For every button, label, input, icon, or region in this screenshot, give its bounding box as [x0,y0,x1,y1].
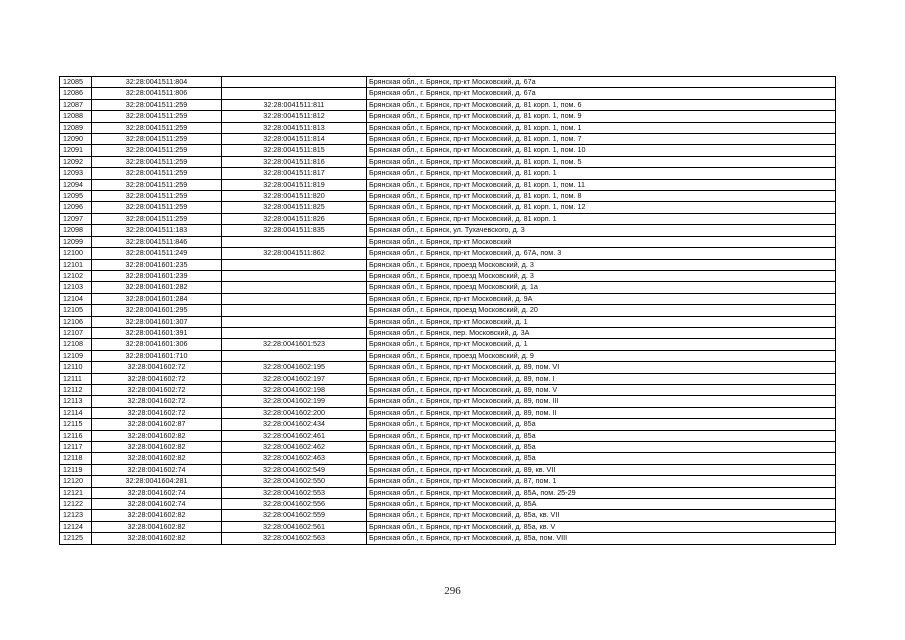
address-cell: Брянская обл., г. Брянск, ул. Тухачевского, д. 3 [367,225,836,236]
row-number-cell: 12087 [60,99,92,110]
object-cadastral-number-cell [222,282,367,293]
row-number-cell: 12092 [60,156,92,167]
table-body [60,77,836,545]
address-cell: Брянская обл., г. Брянск, пр-кт Московский, д. 85а, кв. V [367,521,836,532]
object-cadastral-number-cell: 32:28:0041511:813 [222,122,367,133]
row-number-cell: 12114 [60,407,92,418]
row-number-cell: 12101 [60,259,92,270]
row-number-cell: 12116 [60,430,92,441]
row-number-cell: 12110 [60,362,92,373]
object-cadastral-number-cell: 32:28:0041602:461 [222,430,367,441]
address-cell: Брянская обл., г. Брянск, пр-кт Московский, д. 9А [367,293,836,304]
address-cell: Брянская обл., г. Брянск, проезд Московский, д. 3 [367,259,836,270]
address-cell: Брянская обл., г. Брянск, пер. Московский, д. 3А [367,327,836,338]
object-cadastral-number-cell: 32:28:0041602:199 [222,396,367,407]
address-cell: Брянская обл., г. Брянск, пр-кт Московский, д. 81 корп. 1, пом. 11 [367,179,836,190]
table-row [60,499,836,510]
row-number-cell: 12124 [60,521,92,532]
table-row [60,430,836,441]
table-row [60,213,836,224]
object-cadastral-number-cell: 32:28:0041511:825 [222,202,367,213]
object-cadastral-number-cell: 32:28:0041511:835 [222,225,367,236]
cadastral-number-cell: 32:28:0041602:72 [92,384,222,395]
row-number-cell: 12103 [60,282,92,293]
address-cell: Брянская обл., г. Брянск, пр-кт Московский, д. 81 корп. 1, пом. 10 [367,145,836,156]
row-number-cell: 12099 [60,236,92,247]
object-cadastral-number-cell: 32:28:0041511:820 [222,191,367,202]
table-row [60,202,836,213]
cadastral-table [59,76,836,545]
row-number-cell: 12104 [60,293,92,304]
row-number-cell: 12095 [60,191,92,202]
object-cadastral-number-cell: 32:28:0041602:200 [222,407,367,418]
table-row [60,407,836,418]
row-number-cell: 12112 [60,384,92,395]
object-cadastral-number-cell: 32:28:0041511:815 [222,145,367,156]
table-row [60,384,836,395]
table-row [60,350,836,361]
cadastral-number-cell: 32:28:0041604:281 [92,476,222,487]
object-cadastral-number-cell: 32:28:0041511:811 [222,99,367,110]
cadastral-number-cell: 32:28:0041601:235 [92,259,222,270]
row-number-cell: 12123 [60,510,92,521]
table-row [60,339,836,350]
object-cadastral-number-cell: 32:28:0041602:549 [222,464,367,475]
cadastral-number-cell: 32:28:0041511:804 [92,77,222,88]
table-row [60,373,836,384]
row-number-cell: 12122 [60,499,92,510]
cadastral-number-cell: 32:28:0041511:259 [92,202,222,213]
object-cadastral-number-cell: 32:28:0041602:197 [222,373,367,384]
table-row [60,259,836,270]
cadastral-number-cell: 32:28:0041602:82 [92,442,222,453]
document-table-container [59,76,836,545]
cadastral-number-cell: 32:28:0041511:259 [92,145,222,156]
row-number-cell: 12106 [60,316,92,327]
cadastral-number-cell: 32:28:0041511:806 [92,88,222,99]
cadastral-number-cell: 32:28:0041511:259 [92,191,222,202]
page-number: 296 [444,585,461,597]
address-cell: Брянская обл., г. Брянск, пр-кт Московский, д. 85А [367,499,836,510]
address-cell: Брянская обл., г. Брянск, пр-кт Московский, д. 85а [367,442,836,453]
address-cell: Брянская обл., г. Брянск, пр-кт Московский, д. 85а, пом. VIII [367,533,836,544]
object-cadastral-number-cell: 32:28:0041511:819 [222,179,367,190]
row-number-cell: 12096 [60,202,92,213]
address-cell: Брянская обл., г. Брянск, пр-кт Московский, д. 1 [367,339,836,350]
table-row [60,282,836,293]
address-cell: Брянская обл., г. Брянск, пр-кт Московский, д. 87, пом. 1 [367,476,836,487]
row-number-cell: 12102 [60,270,92,281]
object-cadastral-number-cell [222,77,367,88]
cadastral-number-cell: 32:28:0041511:259 [92,168,222,179]
address-cell: Брянская обл., г. Брянск, пр-кт Московский [367,236,836,247]
row-number-cell: 12094 [60,179,92,190]
row-number-cell: 12113 [60,396,92,407]
object-cadastral-number-cell [222,327,367,338]
table-row [60,362,836,373]
row-number-cell: 12093 [60,168,92,179]
row-number-cell: 12118 [60,453,92,464]
object-cadastral-number-cell: 32:28:0041602:550 [222,476,367,487]
row-number-cell: 12085 [60,77,92,88]
object-cadastral-number-cell [222,270,367,281]
row-number-cell: 12089 [60,122,92,133]
cadastral-number-cell: 32:28:0041601:391 [92,327,222,338]
address-cell: Брянская обл., г. Брянск, пр-кт Московский, д. 85а [367,430,836,441]
row-number-cell: 12097 [60,213,92,224]
table-row [60,521,836,532]
table-row [60,476,836,487]
address-cell: Брянская обл., г. Брянск, проезд Московский, д. 1а [367,282,836,293]
cadastral-number-cell: 32:28:0041602:72 [92,407,222,418]
object-cadastral-number-cell: 32:28:0041511:816 [222,156,367,167]
table-row [60,191,836,202]
address-cell: Брянская обл., г. Брянск, пр-кт Московский, д. 85а, кв. VII [367,510,836,521]
row-number-cell: 12119 [60,464,92,475]
table-row [60,225,836,236]
cadastral-number-cell: 32:28:0041511:259 [92,156,222,167]
table-row [60,453,836,464]
row-number-cell: 12111 [60,373,92,384]
cadastral-number-cell: 32:28:0041601:239 [92,270,222,281]
address-cell: Брянская обл., г. Брянск, пр-кт Московский, д. 89, пом. I [367,373,836,384]
table-row [60,88,836,99]
object-cadastral-number-cell: 32:28:0041602:556 [222,499,367,510]
object-cadastral-number-cell: 32:28:0041602:561 [222,521,367,532]
cadastral-number-cell: 32:28:0041511:183 [92,225,222,236]
row-number-cell: 12107 [60,327,92,338]
address-cell: Брянская обл., г. Брянск, пр-кт Московский, д. 67а [367,77,836,88]
object-cadastral-number-cell [222,259,367,270]
address-cell: Брянская обл., г. Брянск, пр-кт Московский, д. 89, пом. II [367,407,836,418]
object-cadastral-number-cell: 32:28:0041511:826 [222,213,367,224]
table-row [60,236,836,247]
address-cell: Брянская обл., г. Брянск, пр-кт Московский, д. 85а [367,419,836,430]
cadastral-number-cell: 32:28:0041602:74 [92,499,222,510]
cadastral-number-cell: 32:28:0041601:306 [92,339,222,350]
object-cadastral-number-cell: 32:28:0041602:463 [222,453,367,464]
object-cadastral-number-cell: 32:28:0041511:812 [222,111,367,122]
object-cadastral-number-cell: 32:28:0041602:195 [222,362,367,373]
address-cell: Брянская обл., г. Брянск, проезд Московский, д. 9 [367,350,836,361]
object-cadastral-number-cell [222,316,367,327]
address-cell: Брянская обл., г. Брянск, пр-кт Московский, д. 1 [367,316,836,327]
address-cell: Брянская обл., г. Брянск, проезд Московский, д. 3 [367,270,836,281]
address-cell: Брянская обл., г. Брянск, пр-кт Московский, д. 81 корп. 1, пом. 1 [367,122,836,133]
address-cell: Брянская обл., г. Брянск, пр-кт Московский, д. 89, кв. VII [367,464,836,475]
row-number-cell: 12105 [60,305,92,316]
address-cell: Брянская обл., г. Брянск, проезд Московский, д. 20 [367,305,836,316]
row-number-cell: 12086 [60,88,92,99]
object-cadastral-number-cell: 32:28:0041602:198 [222,384,367,395]
address-cell: Брянская обл., г. Брянск, пр-кт Московский, д. 81 корп. 1, пом. 8 [367,191,836,202]
address-cell: Брянская обл., г. Брянск, пр-кт Московский, д. 89, пом. III [367,396,836,407]
cadastral-number-cell: 32:28:0041602:72 [92,396,222,407]
address-cell: Брянская обл., г. Брянск, пр-кт Московский, д. 67А, пом. 3 [367,248,836,259]
address-cell: Брянская обл., г. Брянск, пр-кт Московский, д. 81 корп. 1, пом. 12 [367,202,836,213]
cadastral-number-cell: 32:28:0041602:87 [92,419,222,430]
row-number-cell: 12121 [60,487,92,498]
table-row [60,487,836,498]
cadastral-number-cell: 32:28:0041602:72 [92,373,222,384]
cadastral-number-cell: 32:28:0041602:74 [92,464,222,475]
cadastral-number-cell: 32:28:0041601:295 [92,305,222,316]
row-number-cell: 12109 [60,350,92,361]
address-cell: Брянская обл., г. Брянск, пр-кт Московский, д. 85а [367,453,836,464]
object-cadastral-number-cell [222,88,367,99]
address-cell: Брянская обл., г. Брянск, пр-кт Московский, д. 81 корп. 1, пом. 5 [367,156,836,167]
cadastral-number-cell: 32:28:0041511:259 [92,213,222,224]
object-cadastral-number-cell [222,305,367,316]
cadastral-number-cell: 32:28:0041602:82 [92,521,222,532]
cadastral-number-cell: 32:28:0041511:259 [92,111,222,122]
row-number-cell: 12125 [60,533,92,544]
address-cell: Брянская обл., г. Брянск, пр-кт Московский, д. 81 корп. 1 [367,213,836,224]
address-cell: Брянская обл., г. Брянск, пр-кт Московский, д. 81 корп. 1, пом. 6 [367,99,836,110]
address-cell: Брянская обл., г. Брянск, пр-кт Московский, д. 81 корп. 1 [367,168,836,179]
table-row [60,293,836,304]
object-cadastral-number-cell [222,350,367,361]
row-number-cell: 12091 [60,145,92,156]
object-cadastral-number-cell: 32:28:0041511:817 [222,168,367,179]
table-row [60,111,836,122]
row-number-cell: 12100 [60,248,92,259]
cadastral-number-cell: 32:28:0041511:259 [92,122,222,133]
cadastral-number-cell: 32:28:0041511:259 [92,99,222,110]
cadastral-number-cell: 32:28:0041602:82 [92,453,222,464]
object-cadastral-number-cell: 32:28:0041602:553 [222,487,367,498]
cadastral-number-cell: 32:28:0041602:82 [92,510,222,521]
row-number-cell: 12120 [60,476,92,487]
object-cadastral-number-cell [222,236,367,247]
cadastral-number-cell: 32:28:0041602:82 [92,430,222,441]
table-row [60,134,836,145]
table-row [60,156,836,167]
address-cell: Брянская обл., г. Брянск, пр-кт Московский, д. 89, пом. VI [367,362,836,373]
object-cadastral-number-cell [222,293,367,304]
table-row [60,419,836,430]
address-cell: Брянская обл., г. Брянск, пр-кт Московский, д. 81 корп. 1, пом. 9 [367,111,836,122]
table-row [60,396,836,407]
cadastral-number-cell: 32:28:0041511:249 [92,248,222,259]
table-row [60,327,836,338]
row-number-cell: 12108 [60,339,92,350]
cadastral-number-cell: 32:28:0041511:846 [92,236,222,247]
cadastral-number-cell: 32:28:0041511:259 [92,179,222,190]
table-row [60,464,836,475]
table-row [60,316,836,327]
object-cadastral-number-cell: 32:28:0041602:434 [222,419,367,430]
object-cadastral-number-cell: 32:28:0041511:862 [222,248,367,259]
address-cell: Брянская обл., г. Брянск, пр-кт Московский, д. 67а [367,88,836,99]
address-cell: Брянская обл., г. Брянск, пр-кт Московский, д. 85А, пом. 25-29 [367,487,836,498]
table-row [60,442,836,453]
cadastral-number-cell: 32:28:0041511:259 [92,134,222,145]
table-row [60,305,836,316]
table-row [60,77,836,88]
cadastral-number-cell: 32:28:0041602:74 [92,487,222,498]
table-row [60,248,836,259]
cadastral-number-cell: 32:28:0041601:307 [92,316,222,327]
table-row [60,510,836,521]
row-number-cell: 12117 [60,442,92,453]
object-cadastral-number-cell: 32:28:0041602:563 [222,533,367,544]
object-cadastral-number-cell: 32:28:0041601:523 [222,339,367,350]
address-cell: Брянская обл., г. Брянск, пр-кт Московский, д. 81 корп. 1, пом. 7 [367,134,836,145]
table-row [60,179,836,190]
table-row [60,270,836,281]
table-row [60,533,836,544]
table-row [60,145,836,156]
row-number-cell: 12090 [60,134,92,145]
table-row [60,168,836,179]
cadastral-number-cell: 32:28:0041601:282 [92,282,222,293]
row-number-cell: 12088 [60,111,92,122]
cadastral-number-cell: 32:28:0041601:284 [92,293,222,304]
object-cadastral-number-cell: 32:28:0041602:462 [222,442,367,453]
cadastral-number-cell: 32:28:0041602:72 [92,362,222,373]
row-number-cell: 12115 [60,419,92,430]
cadastral-number-cell: 32:28:0041602:82 [92,533,222,544]
cadastral-number-cell: 32:28:0041601:710 [92,350,222,361]
table-row [60,99,836,110]
object-cadastral-number-cell: 32:28:0041602:559 [222,510,367,521]
row-number-cell: 12098 [60,225,92,236]
table-row [60,122,836,133]
address-cell: Брянская обл., г. Брянск, пр-кт Московский, д. 89, пом. V [367,384,836,395]
object-cadastral-number-cell: 32:28:0041511:814 [222,134,367,145]
